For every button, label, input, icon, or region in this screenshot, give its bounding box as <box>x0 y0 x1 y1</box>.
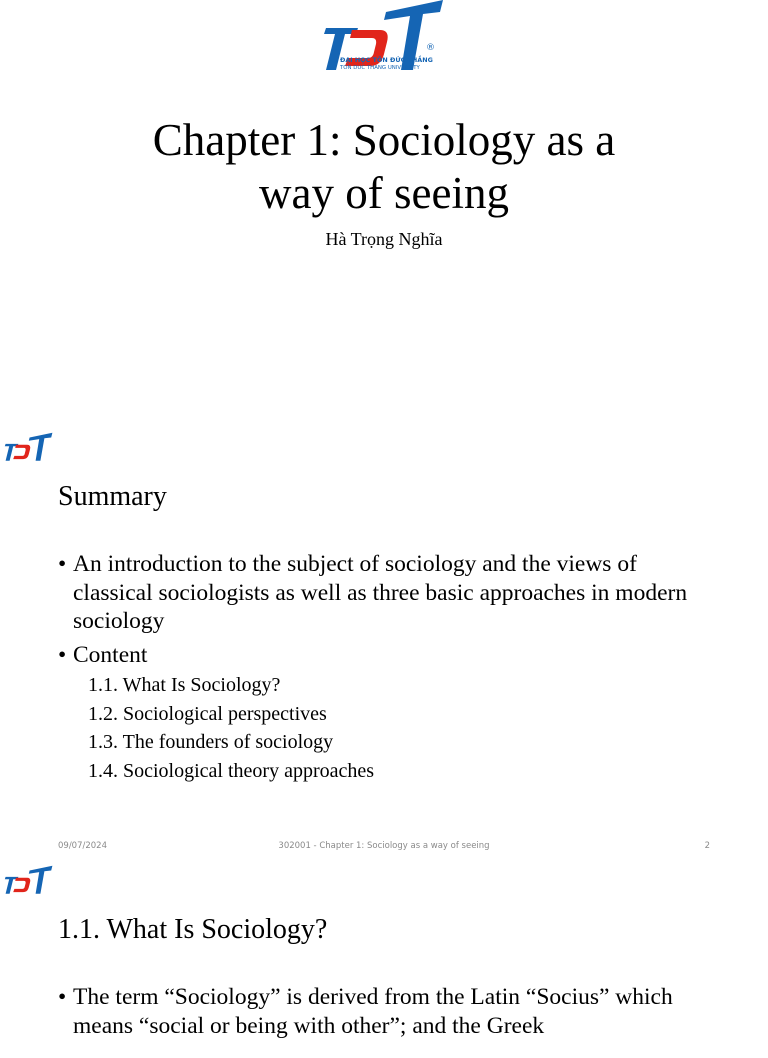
slide-title-line-2: way of seeing <box>259 168 509 218</box>
bullet-text: An introduction to the subject of sociology and the views of classical sociologists as well as three basic approaches in modern sociology <box>73 551 688 634</box>
tdt-logo-small <box>0 431 54 464</box>
bullet-term-origin <box>58 983 708 1040</box>
what-is-sociology-slide <box>0 858 768 1058</box>
bullet-text: The term “Sociology” is derived from the Latin “Socius” which means “social or being with other”; and the Greek <box>73 984 673 1039</box>
slide-title-line-1: Chapter 1: Sociology as a <box>152 115 616 165</box>
footer-date: 09/07/2024 <box>58 841 107 851</box>
tdt-logo-small-mark <box>0 431 54 464</box>
content-item: 1.4. Sociological theory approaches <box>88 759 375 782</box>
tdt-logo-mark <box>312 0 447 74</box>
content-item: 1.2. Sociological perspectives <box>88 702 327 725</box>
content-list <box>73 671 708 785</box>
slide-title <box>0 114 768 220</box>
summary-bullets <box>58 550 708 790</box>
logo-caption-en: TON DUC THANG UNIVERSITY <box>340 65 420 71</box>
bullet-introduction <box>58 550 708 636</box>
author-name: Hà Trọng Nghĩa <box>325 229 443 249</box>
tdt-logo <box>312 0 447 74</box>
content-item: 1.3. The founders of sociology <box>88 731 334 753</box>
bullet-text: Content <box>73 641 148 668</box>
summary-heading: Summary <box>58 481 167 512</box>
title-slide <box>0 0 768 425</box>
logo-caption-vn: ĐẠI HỌC TÔN ĐỨC THẮNG <box>340 56 433 64</box>
tdt-logo-small <box>0 864 54 897</box>
summary-slide <box>0 425 768 858</box>
content-item: 1.1. What Is Sociology? <box>88 674 281 696</box>
section-bullets <box>58 983 708 1045</box>
tdt-logo-small-mark <box>0 864 54 897</box>
footer-page-number: 2 <box>704 841 710 851</box>
footer-title: 302001 - Chapter 1: Sociology as a way of seeing <box>278 841 490 851</box>
bullet-content <box>58 641 708 786</box>
section-heading: 1.1. What Is Sociology? <box>58 914 328 945</box>
registered-mark: ® <box>426 43 435 53</box>
